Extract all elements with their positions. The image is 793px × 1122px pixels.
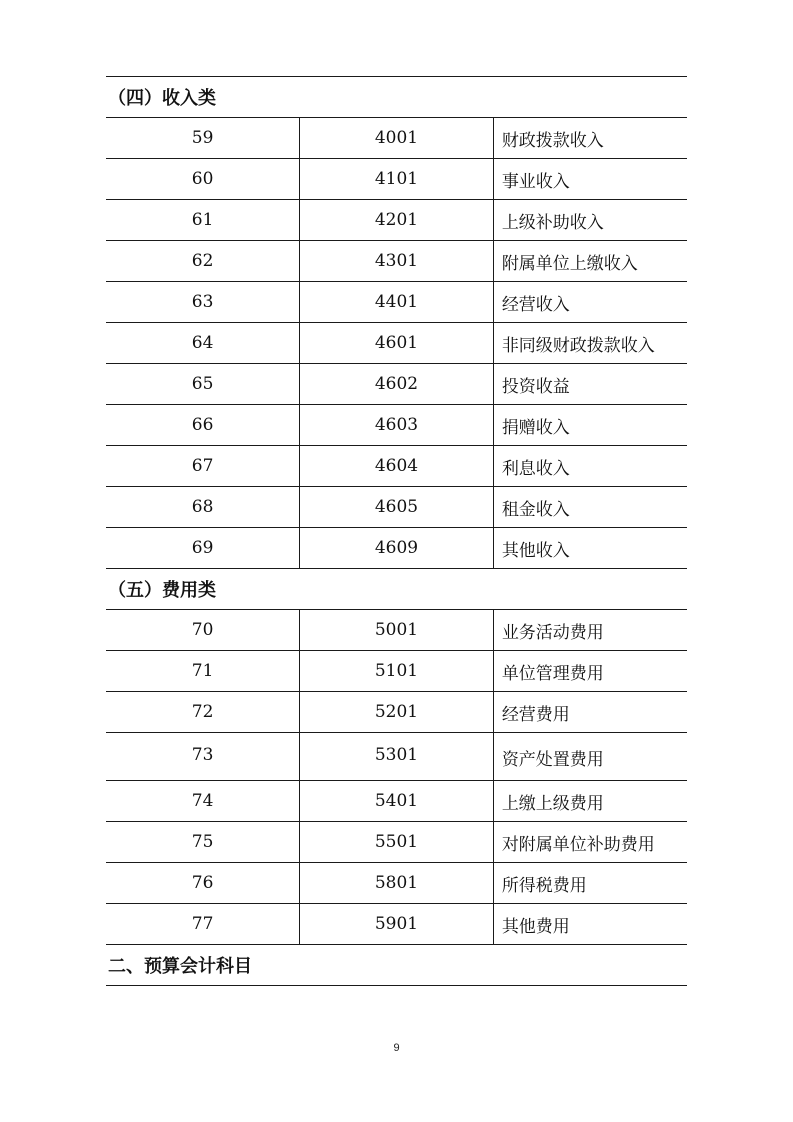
row-number: 63 [106, 282, 300, 323]
section-title: （四）收入类 [106, 77, 687, 118]
account-name: 所得税费用 [493, 863, 687, 904]
table-row [106, 159, 687, 200]
account-code: 5501 [300, 822, 494, 863]
account-code: 4602 [300, 364, 494, 405]
account-code: 4601 [300, 323, 494, 364]
table-row [106, 323, 687, 364]
accounts-table-body [106, 77, 687, 986]
row-number: 64 [106, 323, 300, 364]
account-code: 5101 [300, 651, 494, 692]
row-number: 70 [106, 610, 300, 651]
section-header-row [106, 77, 687, 118]
section-title: （五）费用类 [106, 569, 687, 610]
row-number: 68 [106, 487, 300, 528]
account-code: 5801 [300, 863, 494, 904]
account-code: 5901 [300, 904, 494, 945]
page-number: 9 [393, 1042, 400, 1054]
row-number: 71 [106, 651, 300, 692]
row-number: 67 [106, 446, 300, 487]
table-row [106, 822, 687, 863]
account-code: 4605 [300, 487, 494, 528]
row-number: 73 [106, 733, 300, 781]
account-code: 5401 [300, 781, 494, 822]
row-number: 59 [106, 118, 300, 159]
next-heading-row [106, 945, 687, 986]
account-name: 利息收入 [493, 446, 687, 487]
document-body [106, 76, 687, 986]
account-name: 事业收入 [493, 159, 687, 200]
account-name: 其他收入 [493, 528, 687, 569]
next-section-heading: 二、预算会计科目 [106, 945, 687, 986]
account-code: 4609 [300, 528, 494, 569]
table-row [106, 610, 687, 651]
account-name: 对附属单位补助费用 [493, 822, 687, 863]
account-name: 投资收益 [493, 364, 687, 405]
row-number: 74 [106, 781, 300, 822]
row-number: 72 [106, 692, 300, 733]
row-number: 76 [106, 863, 300, 904]
row-number: 60 [106, 159, 300, 200]
table-row [106, 200, 687, 241]
table-row [106, 904, 687, 945]
account-name: 上缴上级费用 [493, 781, 687, 822]
row-number: 65 [106, 364, 300, 405]
table-row [106, 651, 687, 692]
table-row [106, 781, 687, 822]
table-row [106, 733, 687, 781]
account-code: 4301 [300, 241, 494, 282]
table-row [106, 364, 687, 405]
table-row [106, 487, 687, 528]
account-name: 非同级财政拨款收入 [493, 323, 687, 364]
account-name: 经营收入 [493, 282, 687, 323]
table-row [106, 863, 687, 904]
account-name: 经营费用 [493, 692, 687, 733]
account-name: 资产处置费用 [493, 733, 687, 781]
account-name: 财政拨款收入 [493, 118, 687, 159]
account-name: 业务活动费用 [493, 610, 687, 651]
accounts-table [106, 76, 687, 986]
account-code: 4101 [300, 159, 494, 200]
account-name: 租金收入 [493, 487, 687, 528]
account-name: 上级补助收入 [493, 200, 687, 241]
row-number: 77 [106, 904, 300, 945]
row-number: 61 [106, 200, 300, 241]
table-row [106, 405, 687, 446]
account-code: 4001 [300, 118, 494, 159]
account-name: 附属单位上缴收入 [493, 241, 687, 282]
account-code: 4401 [300, 282, 494, 323]
account-code: 4201 [300, 200, 494, 241]
row-number: 62 [106, 241, 300, 282]
row-number: 69 [106, 528, 300, 569]
account-code: 4603 [300, 405, 494, 446]
table-row [106, 241, 687, 282]
table-row [106, 528, 687, 569]
table-row [106, 692, 687, 733]
account-code: 4604 [300, 446, 494, 487]
account-code: 5001 [300, 610, 494, 651]
table-row [106, 282, 687, 323]
account-code: 5301 [300, 733, 494, 781]
table-row [106, 446, 687, 487]
section-header-row [106, 569, 687, 610]
row-number: 66 [106, 405, 300, 446]
account-name: 单位管理费用 [493, 651, 687, 692]
account-name: 捐赠收入 [493, 405, 687, 446]
account-code: 5201 [300, 692, 494, 733]
table-row [106, 118, 687, 159]
account-name: 其他费用 [493, 904, 687, 945]
row-number: 75 [106, 822, 300, 863]
